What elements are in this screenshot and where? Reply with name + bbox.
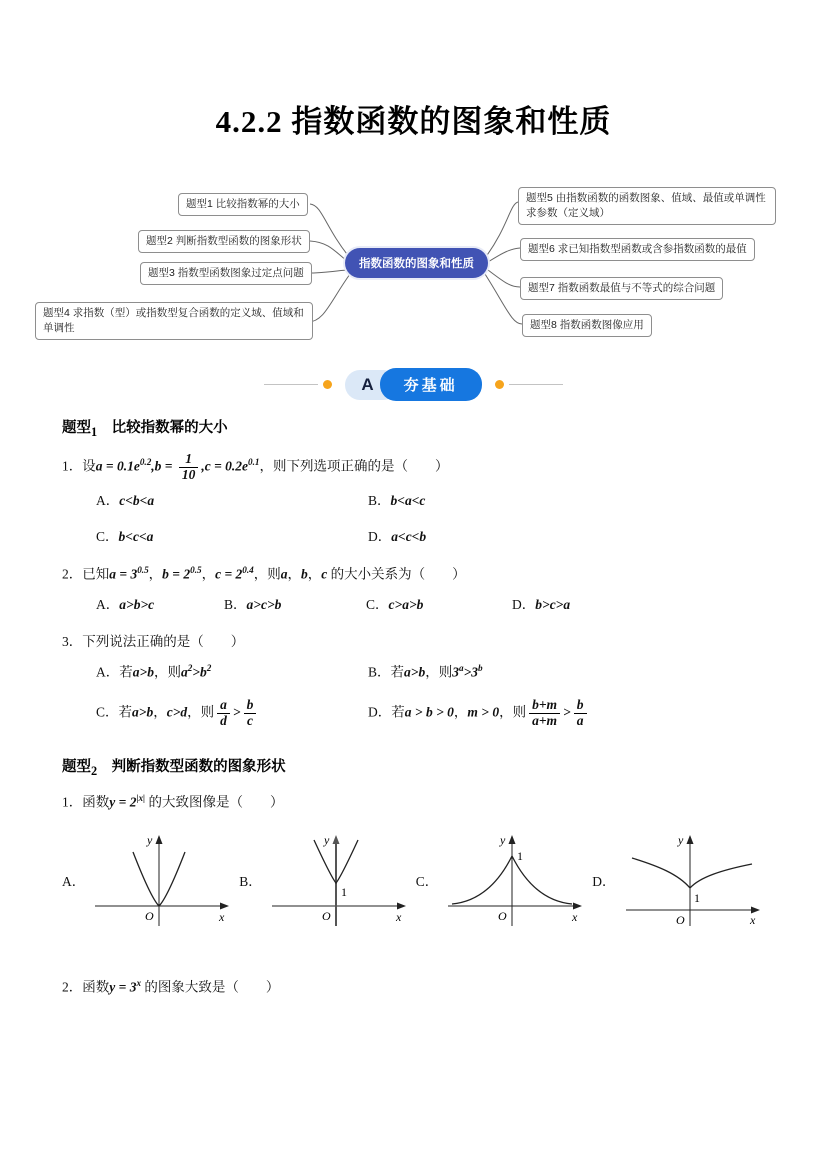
badge-left-dot	[323, 380, 332, 389]
x-axis-label: x	[749, 913, 755, 928]
mindmap-node-t1: 题型1 比较指数幂的大小	[178, 193, 308, 216]
sec2-q1-stem: 1．函数$y = 2^{|x|}$ 的大致图像是（ ）	[62, 793, 284, 810]
sec1-q3-option-d: D．若a > b > 0，m > 0，则 $\frac{b+m}{a+m}$ > $\frac{b}{a}$	[368, 698, 778, 729]
vertex-label: 1	[340, 885, 347, 900]
origin-label: O	[321, 909, 331, 924]
sec1-q2-option-d: D．b>c>a	[512, 596, 571, 612]
y-axis-label: y	[500, 833, 506, 848]
graph-b	[264, 828, 416, 932]
sec2-q2-stem: 2．函数$y = 3^x$ 的图象大致是（ ）	[62, 978, 280, 995]
mindmap-center-node: 指数函数的图象和性质	[345, 248, 488, 278]
sec1-q2-options	[62, 595, 778, 615]
sec1-q2-option-b: B．a>c>b	[224, 596, 282, 612]
graph-option-c	[416, 828, 593, 932]
y-axis-label: y	[677, 833, 683, 848]
graph-c	[440, 828, 592, 932]
sec1-q3-options	[62, 662, 778, 729]
graph-d-label: D．	[592, 874, 616, 890]
sec1-q1-option-d: D．a<c<b	[368, 528, 427, 544]
badge-right-dot	[495, 380, 504, 389]
mindmap	[30, 182, 800, 350]
graph-d	[618, 828, 770, 932]
badge-left-line	[264, 384, 318, 385]
mindmap-node-t7: 题型7 指数函数最值与不等式的综合问题	[520, 277, 723, 300]
graph-c-label: C．	[415, 874, 439, 890]
section1-heading: 题型$_1$ 比较指数幂的大小	[62, 420, 228, 439]
sec1-q2-stem: 2．已知$a = 3^{0.5}$，$b = 2^{0.5}$，$c = 2^{0.4}$，则a，b，c 的大小关系为（ ）	[62, 565, 466, 582]
sec1-q2-option-a: A．a>b>c	[96, 596, 155, 612]
sec1-q3-option-b: B．若a>b，则$3^a>3^b$	[368, 662, 483, 680]
section-badge	[0, 368, 827, 401]
sec1-q1-option-a: A．c<b<a	[96, 492, 155, 508]
graph-a	[87, 828, 239, 932]
badge-level: A	[345, 370, 397, 400]
origin-label: O	[675, 913, 685, 928]
sec1-q1-option-c: C．b<c<a	[96, 528, 154, 544]
sec1-q3-option-a: A．若a>b，则$a^2>b^2$	[96, 662, 212, 680]
sec1-q1-options	[62, 491, 778, 548]
vertex-label: 1	[693, 891, 700, 906]
sec1-q1-stem: 1．设$a = 0.1e^{0.2},b$ = $\frac{1}{10}$ $,c = 0.2e^{0.1}$，则下列选项正确的是（ ）	[62, 450, 449, 482]
mindmap-node-t4: 题型4 求指数（型）或指数型复合函数的定义域、值域和单调性	[35, 302, 313, 340]
mindmap-node-t3: 题型3 指数型函数图象过定点问题	[140, 262, 312, 285]
badge-label: 夯基础	[380, 368, 482, 401]
sec1-q3-stem: 3．下列说法正确的是（ ）	[62, 633, 245, 649]
sec1-q3-option-c: C．若a>b，c>d，则 $\frac{a}{d}$ > $\frac{b}{c}$	[96, 698, 368, 729]
mindmap-node-t5: 题型5 由指数函数的函数图象、值域、最值或单调性求参数（定义域）	[518, 187, 776, 225]
graph-a-label: A．	[62, 874, 86, 890]
graph-option-b	[239, 828, 416, 932]
sec2-q1-graph-options	[62, 828, 778, 932]
vertex-label: 1	[517, 849, 524, 864]
graph-option-a	[62, 828, 239, 932]
x-axis-label: x	[395, 910, 402, 925]
worksheet-content	[62, 416, 778, 1008]
mindmap-node-t2: 题型2 判断指数型函数的图象形状	[138, 230, 310, 253]
origin-label: O	[498, 909, 507, 924]
origin-label: O	[145, 909, 154, 924]
mindmap-node-t8: 题型8 指数函数图像应用	[522, 314, 652, 337]
y-axis-label: y	[147, 833, 153, 848]
sec1-q1-option-b: B．b<a<c	[368, 492, 426, 508]
page-title: 4.2.2 指数函数的图象和性质	[215, 104, 612, 139]
graph-option-d	[592, 828, 769, 932]
sec1-q2-option-c: C．c>a>b	[366, 596, 424, 612]
x-axis-label: x	[219, 910, 225, 925]
y-axis-label: y	[323, 833, 330, 848]
section2-heading: 题型$_2$ 判断指数型函数的图象形状	[62, 759, 286, 779]
graph-b-label: B．	[239, 874, 262, 890]
x-axis-label: x	[572, 910, 578, 925]
mindmap-node-t6: 题型6 求已知指数型函数或含参指数函数的最值	[520, 238, 755, 261]
badge-right-line	[509, 384, 563, 385]
